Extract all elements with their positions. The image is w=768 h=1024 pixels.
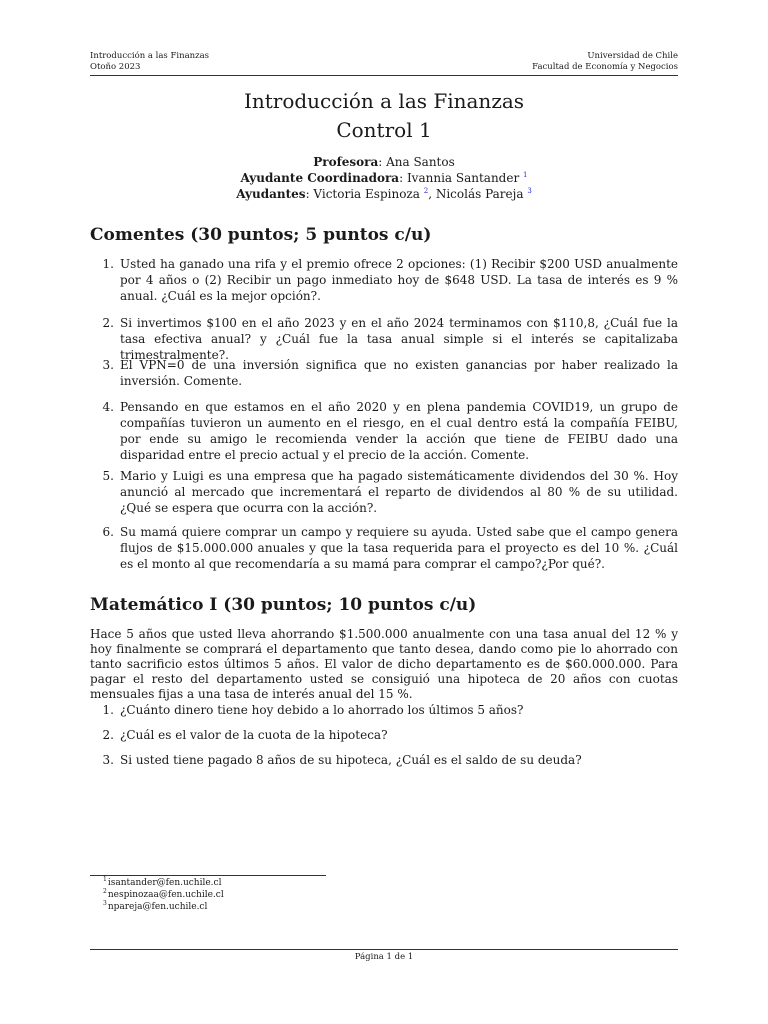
header-university: Universidad de Chile xyxy=(587,51,678,61)
footnote-ref-3[interactable]: 3 xyxy=(527,187,532,195)
footnote-mark: 3 xyxy=(103,900,107,907)
item-text: Si usted tiene pagado 8 años de su hipoteca, ¿Cuál es el saldo de su deuda? xyxy=(120,753,582,767)
item-text: ¿Cuál es el valor de la cuota de la hipoteca? xyxy=(120,728,388,742)
item-number: 1. xyxy=(102,257,114,271)
header-faculty: Facultad de Economía y Negocios xyxy=(532,62,678,72)
section-heading-comentes: Comentes (30 puntos; 5 puntos c/u) xyxy=(90,225,432,245)
header-left xyxy=(90,51,209,73)
assistant1-name: Victoria Espinoza xyxy=(313,187,420,201)
footnote xyxy=(103,890,224,901)
footnote xyxy=(103,902,207,913)
item-text: Si invertimos $100 en el año 2023 y en el año 2024 terminamos con $110,8, ¿Cuál fue la tasa efectiva anual? y ¿Cuál fue la tasa anual simple si el interés se capitalizaba trimestralmente?. xyxy=(120,316,678,362)
item-number: 2. xyxy=(102,316,114,330)
header-divider xyxy=(90,75,678,76)
footnote-email[interactable]: isantander@fen.uchile.cl xyxy=(107,878,222,888)
item-number: 6. xyxy=(102,525,114,539)
footer-divider xyxy=(90,949,678,950)
document-subtitle: Control 1 xyxy=(336,118,432,142)
professor-name: Ana Santos xyxy=(386,155,455,169)
assistants-label: Ayudantes xyxy=(236,187,306,201)
coordinator-name: Ivannia Santander xyxy=(406,171,520,185)
item-number: 3. xyxy=(102,358,114,372)
footnote-divider xyxy=(90,875,326,876)
item-number: 2. xyxy=(102,728,114,742)
footnote-mark: 1 xyxy=(103,876,107,883)
item-text: ¿Cuánto dinero tiene hoy debido a lo ahorrado los últimos 5 años? xyxy=(120,703,524,717)
assistant-separator: , xyxy=(428,187,436,201)
footnote xyxy=(103,878,221,889)
footnote-email[interactable]: nespinozaa@fen.uchile.cl xyxy=(107,890,224,900)
footnote-ref-1[interactable]: 1 xyxy=(523,171,528,179)
item-text: El VPN=0 de una inversión significa que no existen ganancias por haber realizado la inversión. Comente. xyxy=(120,358,678,388)
problem-statement: Hace 5 años que usted lleva ahorrando $1.500.000 anualmente con una tasa anual del 12 % y hoy finalmente se comprará el departamento que tanto desea, dando como pie lo ahorrado con tanto sacrificio estos últimos 5 años. El valor de dicho departamento es de $60.000.000. Para pagar el resto del departamento usted se consiguió una hipoteca de 20 años con cuotas mensuales fijas a una tasa de interés anual del 15 %. xyxy=(90,627,678,701)
header-right xyxy=(532,51,678,73)
item-number: 3. xyxy=(102,753,114,767)
coordinator-line: Ayudante Coordinadora: Ivannia Santander $^1$ xyxy=(240,171,528,185)
item-number: 1. xyxy=(102,703,114,717)
professor-line: Profesora: Ana Santos xyxy=(313,155,455,169)
document-title: Introducción a las Finanzas xyxy=(243,89,525,113)
header-course: Introducción a las Finanzas xyxy=(90,51,210,61)
footnote-ref-2[interactable]: 2 xyxy=(423,187,429,195)
item-number: 5. xyxy=(102,469,114,483)
item-number: 4. xyxy=(102,400,114,414)
footnote-mark: 2 xyxy=(103,888,107,895)
item-text: Su mamá quiere comprar un campo y requiere su ayuda. Usted sabe que el campo genera flujos de $15.000.000 anuales y que la tasa requerida para el proyecto es del 10 %. ¿Cuál es el monto al que recomendaría a su mamá para comprar el campo?¿Por qué?. xyxy=(120,525,678,571)
assistant2-name: Nicolás Pareja xyxy=(435,187,524,201)
item-text: Pensando en que estamos en el año 2020 y en plena pandemia COVID19, un grupo de compañías tuvieron un aumento en el riesgo, en el cual dentro está la compañía FEIBU, por ende su amigo le recomienda vender la acción que tiene de FEIBU dado una disparidad entre el precio actual y el precio de la acción. Comente. xyxy=(120,400,678,462)
footnote-email[interactable]: npareja@fen.uchile.cl xyxy=(107,902,208,912)
coordinator-label: Ayudante Coordinadora xyxy=(240,171,400,185)
header-term: Otoño 2023 xyxy=(90,62,141,72)
item-text: Usted ha ganado una rifa y el premio ofrece 2 opciones: (1) Recibir $200 USD anualmente por 4 años o (2) Recibir un pago inmediato hoy de $648 USD. La tasa de interés es 9 % anual. ¿Cuál es la mejor opción?. xyxy=(120,257,678,303)
item-text: Mario y Luigi es una empresa que ha pagado sistemáticamente dividendos del 30 %. Hoy anunció al mercado que incrementará el reparto de dividendos al 80 % de su utilidad. ¿Qué se espera que ocurra con la acción?. xyxy=(120,469,678,515)
section-heading-matematico: Matemático I (30 puntos; 10 puntos c/u) xyxy=(90,595,477,615)
assistants-line: Ayudantes: Victoria Espinoza $^2$, Nicolás Pareja $^3$ xyxy=(236,187,532,201)
professor-label: Profesora xyxy=(313,155,379,169)
page-number: Página 1 de 1 xyxy=(354,952,414,962)
